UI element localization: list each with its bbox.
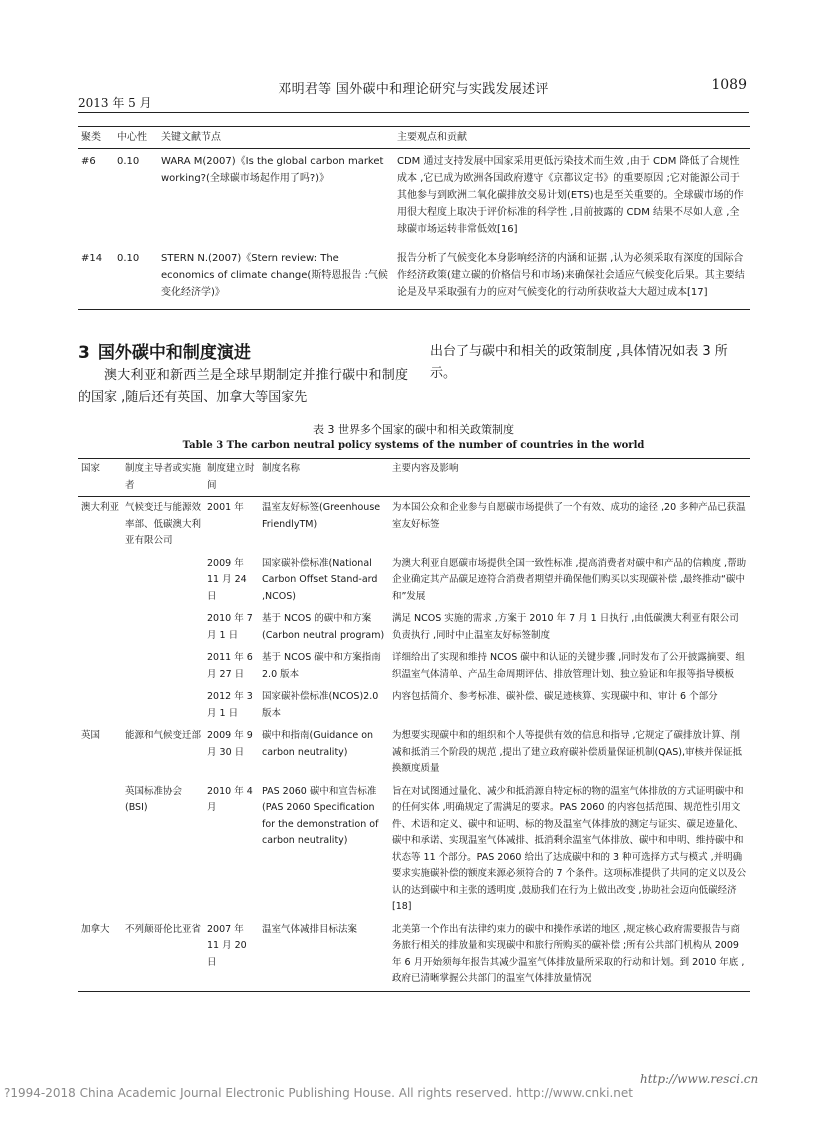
cell-leader: 英国标准协会(BSI) [125, 785, 183, 813]
table-row [78, 919, 750, 992]
col-content: 主要内容及影响 [389, 459, 750, 497]
watermark-url: http://www.resci.cn [640, 1072, 759, 1086]
cell-leader [122, 686, 204, 725]
header-rule [78, 112, 749, 113]
cell-contribution: CDM 通过支持发展中国家采用更低污染技术而生效 ,由于 CDM 降低了合规性成本 ,它已成为欧洲各国政府遵守《京都议定书》的重要原因 ;它对能源公司于其他参与到欧洲二氧化碳排放交易计划(ETS)也是至关重要的。全球碳市场的作用很大程度上取决于评价标准的科学性 ,目前披露的 CDM 结果不尽如人意 ,全球碳市场运转非常低效[16] [397, 156, 744, 235]
section-title: 国外碳中和制度演进 [97, 343, 251, 363]
cell-name: 基于 NCOS 的碳中和方案(Carbon neutral program) [262, 613, 385, 641]
cell-country: 加拿大 [78, 919, 122, 992]
cell-name: 温室友好标签(Greenhouse FriendlyTM) [262, 502, 381, 530]
issue-date: 2013 年 5 月 [78, 96, 152, 110]
col-name: 制度名称 [259, 459, 389, 497]
cell-leader [122, 608, 204, 647]
section-number: 3 [78, 343, 90, 363]
cell-country [78, 686, 122, 725]
cluster-table-header [78, 127, 750, 149]
cell-name: PAS 2060 碳中和宣告标准(PAS 2060 Specification for the demonstration of carbon neutrality) [262, 785, 379, 846]
table3-caption-en: Table 3 The carbon neutral policy systems of the number of countries in the world [182, 440, 645, 451]
cell-time: 2010 年 4 月 [207, 785, 253, 813]
col-time: 制度建立时间 [204, 459, 259, 497]
cell-name: 国家碳补偿标准(National Carbon Offset Stand-ard ,NCOS) [262, 557, 378, 602]
cell-time: 2007 年 11 月 20 日 [204, 919, 259, 992]
cell-leader [122, 647, 204, 686]
cell-content: 详细给出了实现和维持 NCOS 碳中和认证的关键步骤 ,同时发布了公开披露摘要、组织温室气体清单、产品生命周期评估、排放管理计划、独立验证和年报等指导模板 [392, 652, 745, 680]
cell-content: 内容包括简介、参考标准、碳补偿、碳足迹核算、实现碳中和、审计 6 个部分 [392, 691, 718, 702]
cell-content: 北美第一个作出有法律约束力的碳中和操作承诺的地区 ,规定核心政府需要报告与商务旅行相关的排放量和实现碳中和旅行所购买的碳补偿 ;所有公共部门机构从 2009 年 6 月开始须每年报告其减少温室气体排放量所采取的行动和计划。到 2010 年底 ,政府已清晰掌握公共部门的温室气体排放量情况 [389, 919, 750, 992]
cell-cluster: #6 [81, 156, 96, 167]
running-title: 邓明君等 国外碳中和理论研究与实践发展述评 [278, 82, 549, 97]
cell-leader: 气候变迁与能源效率部、低碳澳大利亚有限公司 [125, 502, 202, 546]
cell-cluster: #14 [78, 246, 114, 310]
cell-content: 为想要实现碳中和的组织和个人等提供有效的信息和指导 ,它规定了碳排放计算、削减和抵消三个阶段的规范 ,提出了建立政府碳补偿质量保证机制(QAS),审核并保证抵换额度质量 [392, 730, 742, 774]
col-contribution: 主要观点和贡献 [394, 127, 750, 149]
body-paragraph-left: 澳大利亚和新西兰是全球早期制定并推行碳中和制度的国家 ,随后还有英国、加拿大等国家先 [78, 368, 408, 405]
cell-key-node: STERN N.(2007)《Stern review: The economics of climate change(斯特恩报告 :气候变化经济学)》 [158, 246, 394, 310]
table3-caption-cn: 表 3 世界多个国家的碳中和相关政策制度 [313, 423, 514, 436]
cell-time: 2010 年 7 月 1 日 [207, 613, 253, 641]
cell-time: 2001 年 [207, 502, 244, 513]
cell-name: 国家碳补偿标准(NCOS)2.0 版本 [262, 691, 379, 719]
cell-name: 碳中和指南(Guidance on carbon neutrality) [262, 730, 374, 758]
section-heading [78, 338, 251, 363]
cell-contribution: 报告分析了气候变化本身影响经济的内涵和证据 ,认为必须采取有深度的国际合作经济政策(建立碳的价格信号和市场)来确保社会适应气候变化后果。其主要结论是及早采取强有力的应对气候变化的行动所获收益大大超过成本[17] [394, 246, 750, 310]
cell-country: 英国 [81, 730, 101, 741]
cell-content: 旨在对试图通过量化、减少和抵消源自特定标的物的温室气体排放的方式证明碳中和的任何实体 ,明确规定了需满足的要求。PAS 2060 的内容包括范围、规范性引用文件、术语和定义、碳中和证明、标的物及温室气体排放的测定与证实、碳足迹量化、碳中和承诺、实现温室气体减排、抵消剩余温室气体排放、碳中和申明、维持碳中和状态等 11 个部分。PAS 2060 给出了达成碳中和的 3 种可选择方式与模式 ,并明确要求实施碳补偿的额度来源必须符合的 7 个条件。这项标准提供了共同的定义以及公认的达到碳中和主张的透明度 ,鼓励我们在行为上做出改变 ,协助社会迈向低碳经济[18] [392, 785, 747, 912]
policy-table-header [78, 459, 750, 497]
body-paragraph-right: 出台了与碳中和相关的政策制度 ,具体情况如表 3 所示。 [430, 344, 728, 381]
cell-leader: 能源和气候变迁部 [125, 730, 202, 741]
table-row [78, 686, 750, 725]
col-key-node: 关键文献节点 [158, 127, 394, 149]
table-row [78, 608, 750, 647]
table-row [78, 781, 750, 919]
table-row [78, 647, 750, 686]
col-cluster: 聚类 [78, 127, 114, 149]
cell-time: 2009 年 11 月 24 日 [207, 557, 247, 602]
col-country: 国家 [78, 459, 122, 497]
cell-leader: 不列颠哥伦比亚省 [122, 919, 204, 992]
cell-name: 基于 NCOS 碳中和方案指南 2.0 版本 [262, 652, 381, 680]
cell-content: 为本国公众和企业参与自愿碳市场提供了一个有效、成功的途径 ,20 多种产品已获温室友好标签 [392, 502, 746, 530]
cell-time: 2009 年 9 月 30 日 [207, 730, 253, 758]
cell-content: 满足 NCOS 实施的需求 ,方案于 2010 年 7 月 1 日执行 ,由低碳澳大利亚有限公司负责执行 ,同时中止温室友好标签制度 [392, 613, 739, 641]
cell-content: 为澳大利亚自愿碳市场提供全国一致性标准 ,提高消费者对碳中和产品的信赖度 ,帮助企业确定其产品碳足迹符合消费者期望并确保他们购买以实现碳补偿 ,最终推动“碳中和”发展 [392, 557, 747, 602]
cell-country [78, 553, 122, 609]
table-row [78, 497, 750, 553]
table-row [78, 725, 750, 781]
cell-leader [122, 553, 204, 609]
cell-country [78, 647, 122, 686]
policy-table [78, 458, 750, 992]
cell-centrality: 0.10 [114, 246, 158, 310]
col-centrality: 中心性 [114, 127, 158, 149]
cluster-table [78, 126, 750, 310]
cell-country: 澳大利亚 [81, 502, 120, 513]
cell-time: 2011 年 6 月 27 日 [207, 652, 253, 680]
cell-country [78, 781, 122, 919]
col-leader: 制度主导者或实施者 [122, 459, 204, 497]
cell-centrality: 0.10 [117, 156, 140, 167]
copyright-footer: ?1994-2018 China Academic Journal Electronic Publishing House. All rights reserved. http://www.cnki.net [4, 1086, 633, 1100]
cell-country [78, 608, 122, 647]
table-row [78, 246, 750, 310]
cell-name: 温室气体减排目标法案 [259, 919, 389, 992]
cell-time: 2012 年 3 月 1 日 [207, 691, 253, 719]
table-row [78, 553, 750, 609]
page-number: 1089 [711, 77, 747, 93]
cell-key-node: WARA M(2007)《Is the global carbon market working?(全球碳市场起作用了吗?)》 [161, 156, 384, 184]
table-row [78, 149, 750, 247]
